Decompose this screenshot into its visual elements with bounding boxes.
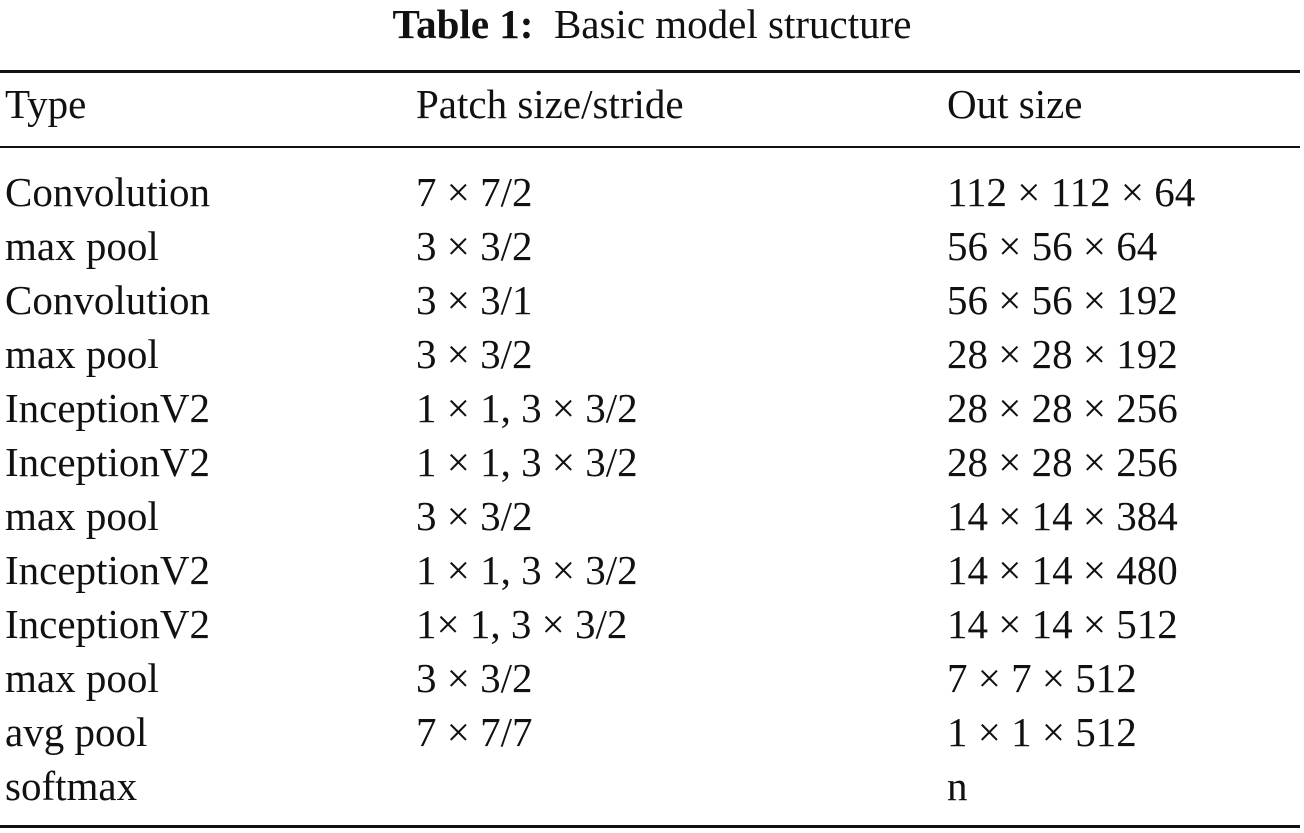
cell-type: max pool: [5, 331, 159, 377]
cell-patch-size-stride: 3 × 3/2: [416, 493, 533, 539]
cell-type: Convolution: [5, 277, 211, 323]
cell-type: InceptionV2: [5, 439, 210, 485]
cell-type: InceptionV2: [5, 547, 210, 593]
cell-out-size: 28 × 28 × 192: [947, 331, 1178, 377]
table-header-row: [0, 77, 1300, 131]
column-header-patch-size-stride: Patch size/stride: [416, 81, 684, 127]
cell-type: max pool: [5, 223, 159, 269]
cell-patch-size-stride: 3 × 3/2: [416, 223, 533, 269]
cell-patch-size-stride: 1 × 1, 3 × 3/2: [416, 439, 638, 485]
table-row: [0, 489, 1300, 543]
column-header-out-size: Out size: [947, 81, 1083, 127]
cell-type: InceptionV2: [5, 385, 210, 431]
cell-patch-size-stride: 3 × 3/1: [416, 277, 533, 323]
table-row: [0, 597, 1300, 651]
cell-type: Convolution: [5, 169, 211, 215]
cell-patch-size-stride: 3 × 3/2: [416, 331, 533, 377]
table-row: [0, 165, 1300, 219]
table-caption-text: Basic model structure: [553, 1, 912, 47]
cell-patch-size-stride: 1 × 1, 3 × 3/2: [416, 385, 638, 431]
cell-out-size: 14 × 14 × 384: [947, 493, 1178, 539]
cell-out-size: 14 × 14 × 480: [947, 547, 1178, 593]
table-bottom-rule: [0, 825, 1300, 828]
table-row: [0, 219, 1300, 273]
cell-patch-size-stride: 7 × 7/2: [416, 169, 533, 215]
cell-out-size: 28 × 28 × 256: [947, 439, 1178, 485]
cell-out-size: 14 × 14 × 512: [947, 601, 1178, 647]
table-row: [0, 651, 1300, 705]
cell-type: avg pool: [5, 709, 148, 755]
cell-type: InceptionV2: [5, 601, 210, 647]
cell-type: max pool: [5, 493, 159, 539]
table-row: [0, 327, 1300, 381]
cell-patch-size-stride: 7 × 7/7: [416, 709, 533, 755]
table-caption: [0, 0, 1304, 48]
cell-type: softmax: [5, 763, 138, 809]
table-row: [0, 435, 1300, 489]
table-top-rule: [0, 70, 1300, 73]
cell-out-size: n: [947, 763, 968, 809]
cell-out-size: 112 × 112 × 64: [947, 169, 1196, 215]
table-row: [0, 705, 1300, 759]
cell-out-size: 1 × 1 × 512: [947, 709, 1137, 755]
table-row: [0, 543, 1300, 597]
cell-patch-size-stride: 3 × 3/2: [416, 655, 533, 701]
table-row: [0, 381, 1300, 435]
cell-out-size: 7 × 7 × 512: [947, 655, 1137, 701]
cell-patch-size-stride: 1 × 1, 3 × 3/2: [416, 547, 638, 593]
column-header-type: Type: [5, 81, 87, 127]
cell-type: max pool: [5, 655, 159, 701]
table-row: [0, 759, 1300, 813]
table-caption-label: Table 1:: [392, 1, 534, 47]
table-header-rule: [0, 146, 1300, 148]
cell-out-size: 56 × 56 × 192: [947, 277, 1178, 323]
table-row: [0, 273, 1300, 327]
cell-out-size: 28 × 28 × 256: [947, 385, 1178, 431]
cell-out-size: 56 × 56 × 64: [947, 223, 1158, 269]
cell-patch-size-stride: 1× 1, 3 × 3/2: [416, 601, 628, 647]
